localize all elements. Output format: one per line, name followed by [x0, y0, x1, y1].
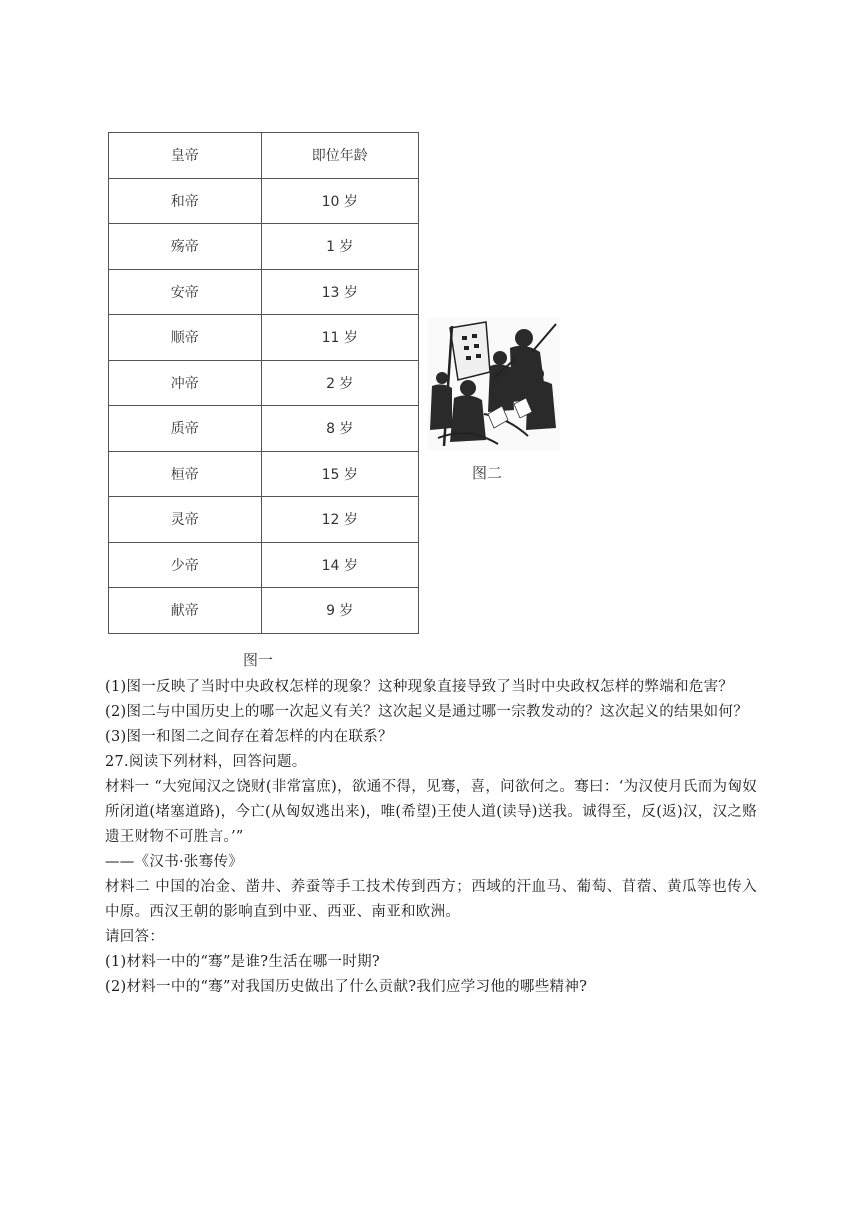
cell-emperor: 质帝 [109, 406, 262, 452]
figure1-table-wrap [108, 132, 419, 634]
figure1-caption: 图一 [243, 651, 274, 669]
q27-question-2: (2)材料一中的“骞”对我国历史做出了什么贡献?我们应学习他的哪些精神? [105, 979, 588, 995]
cell-emperor: 和帝 [109, 178, 262, 224]
cell-emperor: 桓帝 [109, 451, 262, 497]
q27-source-1: ——《汉书·张骞传》 [105, 854, 244, 870]
figure2-caption: 图二 [472, 464, 503, 482]
q26-question-2: (2)图二与中国历史上的哪一次起义有关？这次起义是通过哪一宗教发动的？这次起义的结果如何？ [105, 704, 749, 720]
cell-age: 14 岁 [261, 542, 419, 588]
table-row [109, 315, 419, 361]
table-header-row [109, 133, 419, 179]
cell-age: 11 岁 [261, 315, 419, 361]
cell-age: 12 岁 [261, 497, 419, 543]
cell-emperor: 顺帝 [109, 315, 262, 361]
cell-emperor: 冲帝 [109, 360, 262, 406]
q26-question-1: (1)图一反映了当时中央政权怎样的现象？这种现象直接导致了当时中央政权怎样的弊端和危害？ [105, 679, 734, 695]
cell-emperor: 安帝 [109, 269, 262, 315]
q27-prompt: 请回答： [105, 929, 165, 945]
cell-age: 15 岁 [261, 451, 419, 497]
table-row [109, 451, 419, 497]
table-row [109, 497, 419, 543]
table-row [109, 406, 419, 452]
cell-age: 1 岁 [261, 224, 419, 270]
header-emperor: 皇帝 [109, 133, 262, 179]
cell-age: 8 岁 [261, 406, 419, 452]
uprising-illustration [428, 318, 560, 450]
table-row [109, 178, 419, 224]
cell-emperor: 灵帝 [109, 497, 262, 543]
cell-age: 9 岁 [261, 588, 419, 634]
table-row [109, 588, 419, 634]
q27-title: 27.阅读下列材料，回答问题。 [105, 754, 307, 770]
cell-emperor: 献帝 [109, 588, 262, 634]
q26-question-3: (3)图一和图二之间存在着怎样的内在联系？ [105, 729, 393, 745]
cell-age: 2 岁 [261, 360, 419, 406]
question-text-block [105, 675, 757, 1000]
header-age: 即位年龄 [261, 133, 419, 179]
q27-question-1: (1)材料一中的“骞”是谁?生活在哪一时期? [105, 954, 381, 970]
q27-material-2: 材料二 中国的冶金、凿井、养蚕等手工技术传到西方；西域的汗血马、葡萄、苜蓿、黄瓜等也传入中原。西汉王朝的影响直到中亚、西亚、南亚和欧洲。 [105, 879, 757, 920]
table-row [109, 542, 419, 588]
cell-emperor: 少帝 [109, 542, 262, 588]
table-row [109, 224, 419, 270]
cell-emperor: 殇帝 [109, 224, 262, 270]
emperor-age-table [108, 132, 419, 634]
table-row [109, 269, 419, 315]
cell-age: 13 岁 [261, 269, 419, 315]
q27-material-1: 材料一 “大宛闻汉之饶财(非常富庶)，欲通不得，见骞，喜，问欲何之。骞曰：‘为汉使月氏而为匈奴所闭道(堵塞道路)，今亡(从匈奴逃出来)，唯(希望)王使人道(读导)送我。诚得至，反(返)汉，汉之赂遗王财物不可胜言。’” [105, 779, 757, 845]
table-row [109, 360, 419, 406]
cell-age: 10 岁 [261, 178, 419, 224]
